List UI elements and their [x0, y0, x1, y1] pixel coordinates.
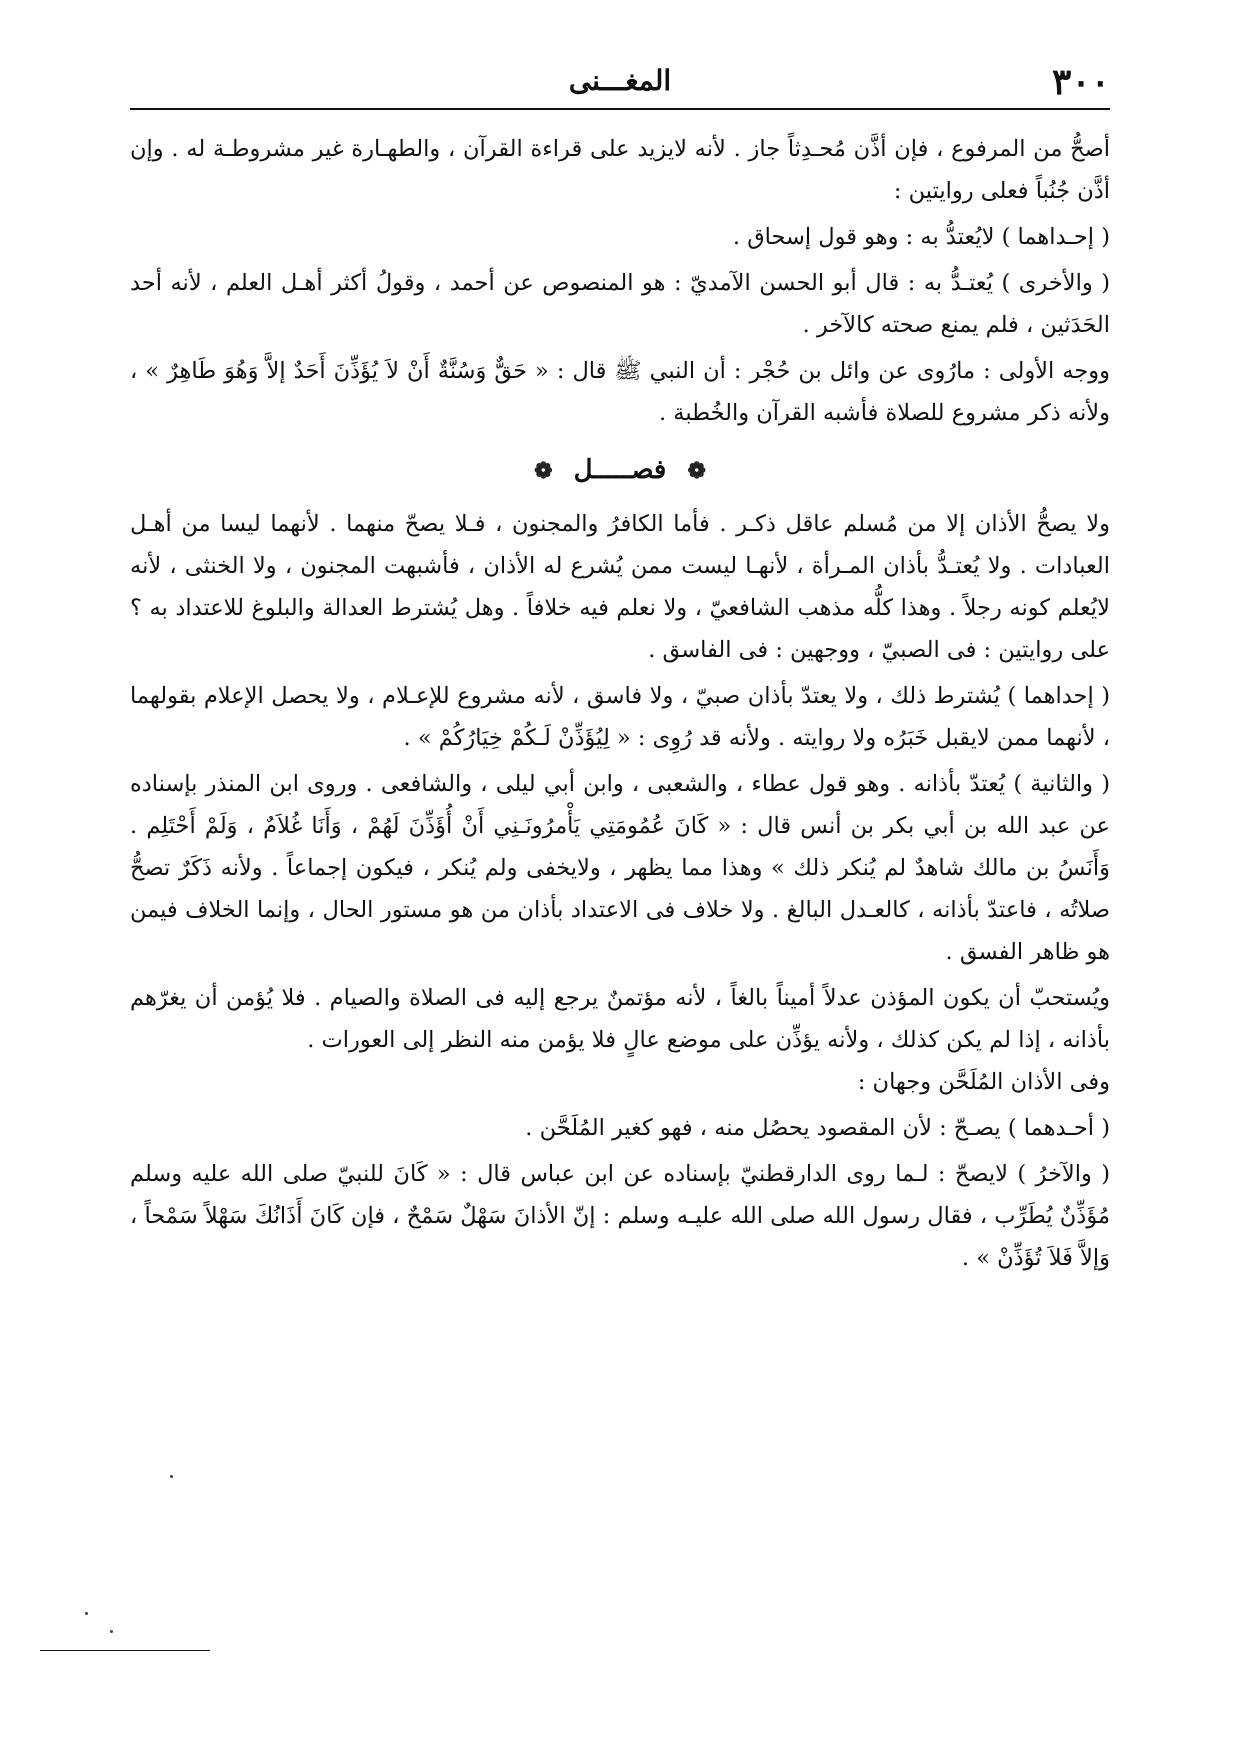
- paragraph-2: ( إحـداهما ) لايُعتدُّ به : وهو قول إسحاق .: [732, 224, 1110, 250]
- paragraph-10: ( أحـدهما ) يصـحّ : لأن المقصود يحصُل منه ، فهو كغير المُلَحَّن .: [525, 1115, 1110, 1141]
- footnote-rule: [40, 1650, 210, 1651]
- ornament-icon: ❁: [534, 458, 553, 484]
- running-title: المغـــنى: [568, 64, 672, 97]
- paragraph-11: ( والآخرُ ) لايصحّ : لـما روى الدارقطنيّ بإسناده عن ابن عباس قال : « كَانَ للنبيّ صلى الله عليه وسلم مُؤَذِّنٌ يُطَرِّب ، فقال رسول الله صلى الله عليـه وسلم : إنّ الأذانَ سَهْلٌ سَمْحٌ ، فإن كَانَ أَذَانُكَ سَهْلاً سَمْحاً ، وَإلاَّ فَلاَ تُؤَذِّنْ » .: [130, 1161, 1110, 1271]
- page-number: ٣٠٠: [1051, 61, 1110, 103]
- page-body: [130, 128, 1110, 1279]
- paragraph-1: أصحُّ من المرفوع ، فإن أذَّن مُحـدِثاً جاز . لأنه لايزيد على قراءة القرآن ، والطهـارة غير مشروطـة له . وإن أذَّن جُنُباً فعلى روايتين :: [130, 136, 1110, 204]
- paragraph-7: ( والثانية ) يُعتدّ بأذانه . وهو قول عطاء ، والشعبى ، وابن أبي ليلى ، والشافعى . وروى ابن المنذر بإسناده عن عبد الله بن أبي بكر بن أنس قال : « كَانَ عُمُومَتِي يَأْمرُونَـنِي أَنْ أُؤَذِّنَ لَهُمْ ، وَأَنَا غُلاَمٌ ، وَلَمْ أَحْتَلِم . وَأَنَسُ بن مالك شاهدٌ لم يُنكر ذلك » وهذا مما يظهر ، ولايخفى ولم يُنكر ، فيكون إجماعاً . ولأنه ذَكَرٌ تصحُّ صلاتُه ، فاعتدّ بأذانه ، كالعـدل البالغ . ولا خلاف فى الاعتداد بأذان من هو مستور الحال ، وإنما الخلاف فيمن هو ظاهر الفسق .: [130, 771, 1110, 965]
- scan-speck: [85, 1612, 88, 1615]
- paragraph-5: ولا يصحُّ الأذان إلا من مُسلم عاقل ذكـر . فأما الكافرُ والمجنون ، فـلا يصحّ منهما . لأنهما ليسا من أهـل العبادات . ولا يُعتـدُّ بأذان المـرأة ، لأنهـا ليست ممن يُشرع له الأذان ، فأشبهت المجنون ، ولا الخنثى ، لأنه لايُعلم كونه رجلاً . وهذا كلُّه مذهب الشافعيّ ، ولا نعلم فيه خلافاً . وهل يُشترط العدالة والبلوغ للاعتداد به ؟ على روايتين : فى الصبيّ ، ووجهين : فى الفاسق .: [130, 511, 1110, 663]
- scan-speck: [110, 1630, 113, 1633]
- page-header: [130, 62, 1110, 110]
- paragraph-9: وفى الأذان المُلَحَّن وجهان :: [857, 1069, 1110, 1095]
- paragraph-8: ويُستحبّ أن يكون المؤذن عدلاً أميناً بالغاً ، لأنه مؤتمنٌ يرجع إليه فى الصلاة والصيام . فلا يُؤمن أن يغرّهم بأذانه ، إذا لم يكن كذلك ، ولأنه يؤذِّن على موضع عالٍ فلا يؤمن منه النظر إلى العورات .: [130, 985, 1110, 1053]
- paragraph-6: ( إحداهما ) يُشترط ذلك ، ولا يعتدّ بأذان صبيّ ، ولا فاسق ، لأنه مشروع للإعـلام ، ولا يحصل الإعلام بقولهما ، لأنهما ممن لايقبل خَبَرُه ولا روايته . ولأنه قد رُوِى : « لِيُؤَذِّنْ لَـكُمْ خِيَارُكُمْ » .: [130, 683, 1110, 751]
- ornament-icon: ❁: [687, 458, 706, 484]
- scan-speck: [170, 1475, 173, 1478]
- paragraph-4: ووجه الأولى : مارُوى عن وائل بن حُجْر : أن النبي ﷺ قال : « حَقٌّ وَسُنَّةٌ أَنْ لاَ يُؤَذِّنَ أَحَدٌ إلاَّ وَهُوَ طَاهِرٌ » ، ولأنه ذكر مشروع للصلاة فأشبه القرآن والخُطبة .: [130, 358, 1110, 426]
- paragraph-3: ( والأخرى ) يُعتـدُّ به : قال أبو الحسن الآمديّ : هو المنصوص عن أحمد ، وقولُ أكثر أهـل العلم ، لأنه أحد الحَدَثين ، فلم يمنع صحته كالآخر .: [130, 270, 1110, 338]
- section-heading: [130, 438, 1110, 503]
- section-heading-text: فصـــــل: [573, 455, 667, 485]
